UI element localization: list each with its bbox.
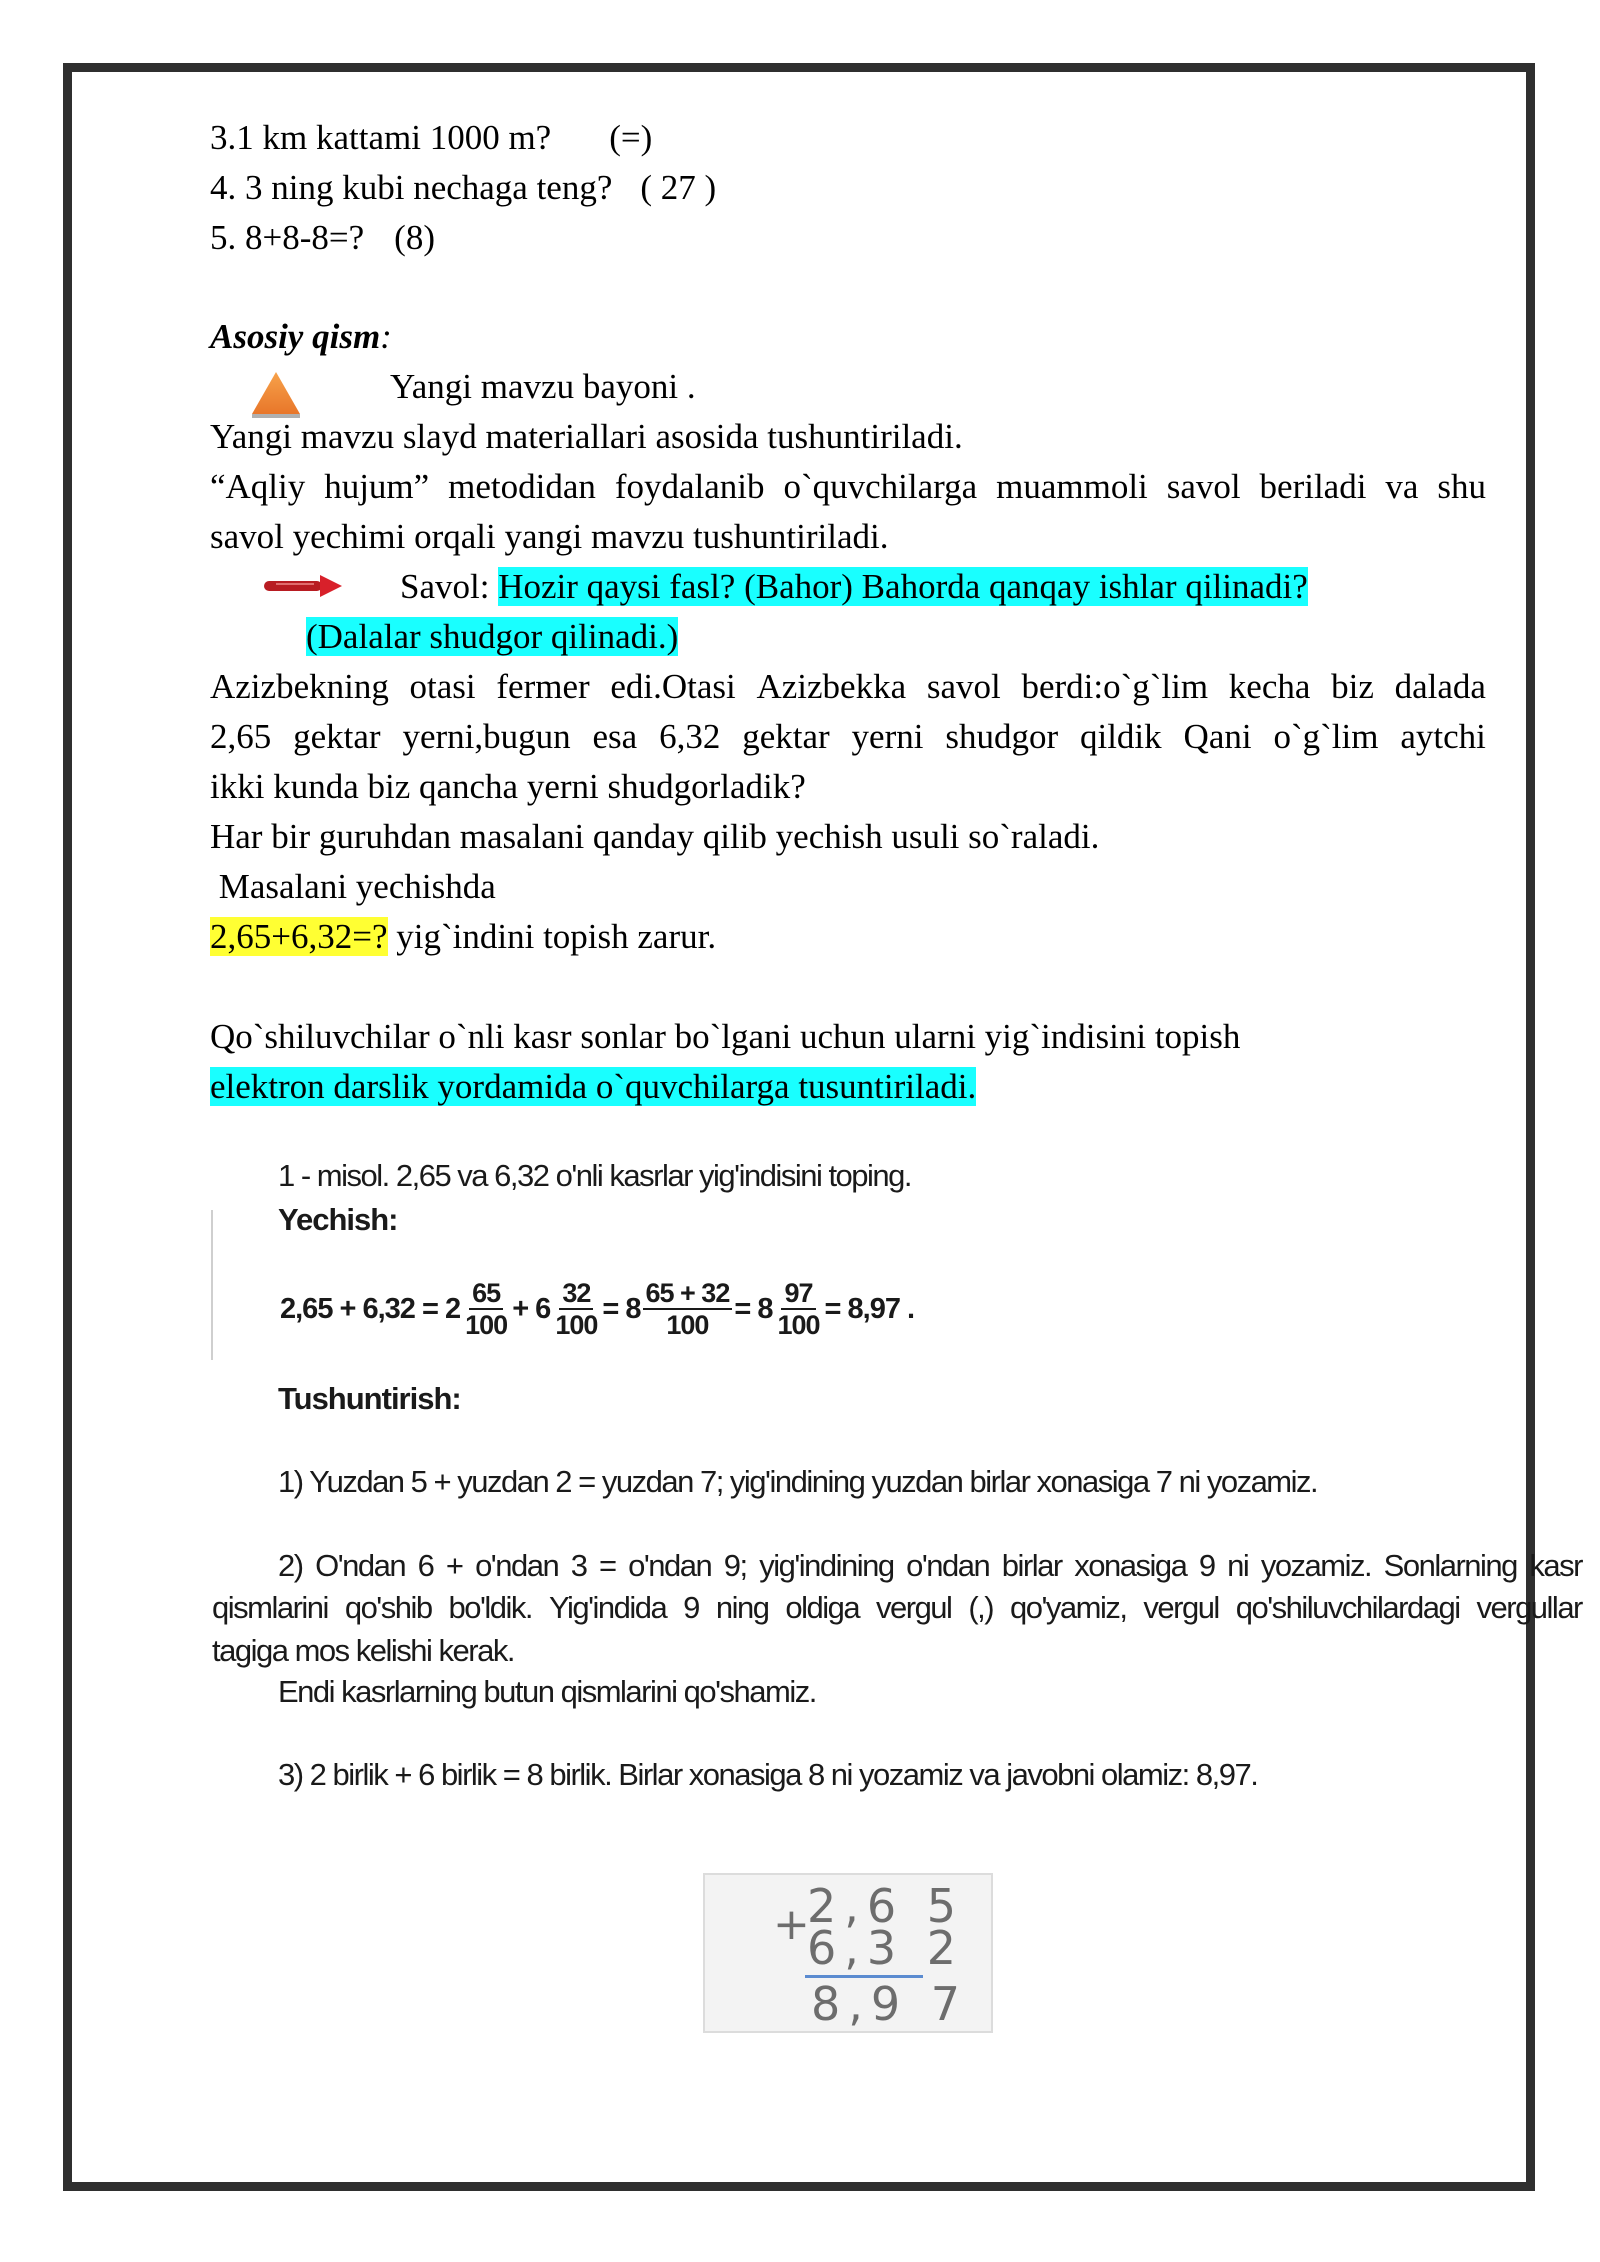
word: beriladi <box>1259 467 1367 506</box>
word: Azizbekka <box>756 667 907 706</box>
paragraph-slides: Yangi mavzu slayd materiallari asosida tushuntiriladi. <box>210 417 963 456</box>
word: hujum” <box>324 467 430 506</box>
word: Azizbekning <box>210 667 389 706</box>
word: 6 <box>417 1548 434 1583</box>
word: 2,65 <box>210 717 272 756</box>
word: o'ndan <box>906 1548 990 1583</box>
word: O'ndan <box>315 1548 406 1583</box>
story-line-3: ikki kunda biz qancha yerni shudgorladik? <box>210 767 806 806</box>
section-heading: Asosiy qism: <box>210 317 392 356</box>
groups-line: Har bir guruhdan masalani qanday qilib yechish usuli so`raladi. <box>210 817 1100 856</box>
step-2-line-1 <box>278 1548 1582 1584</box>
question-answer: (Dalalar shudgor qilinadi.) <box>306 617 679 656</box>
expression-highlight: 2,65+6,32=? <box>210 917 388 956</box>
example-title: 1 - misol. 2,65 va 6,32 o'nli kasrlar yig'indisini toping. <box>278 1158 912 1193</box>
word: edi.Otasi <box>610 667 736 706</box>
word: xonasiga <box>1074 1548 1187 1583</box>
word: kecha <box>1228 667 1311 706</box>
solution-formula: 2,65 + 6,32 = 2 $\frac{65}{100}$ + 6 $\frac{32}{100}$ = 8 $\frac{65 + 32}{100}$ = 8 $\frac{97}{100}$ = 8,97 . <box>280 1278 915 1340</box>
paragraph-brainstorm <box>210 463 1486 511</box>
word: yerni <box>851 717 924 756</box>
word: birlar <box>1001 1548 1062 1583</box>
word: qildik <box>1079 717 1162 756</box>
word: shudgor <box>945 717 1059 756</box>
expression-line: 2,65+6,32=? yig`indini topish zarur. <box>210 917 717 956</box>
step-2-line-4: Endi kasrlarning butun qismlarini qo'shamiz. <box>278 1674 816 1709</box>
word: vergul <box>1143 1590 1219 1625</box>
step-1: 1) Yuzdan 5 + yuzdan 2 = yuzdan 7; yig'indining yuzdan birlar xonasiga 7 ni yozamiz. <box>278 1464 1318 1499</box>
word: qo'yamiz, <box>1010 1590 1127 1625</box>
word: biz <box>1331 667 1374 706</box>
fraction-32-100: $\frac{32}{100}$ <box>555 1278 598 1340</box>
word: gektar <box>742 717 830 756</box>
sum-result: 8,9 7 <box>811 1977 969 2031</box>
word: foydalanib <box>614 467 765 506</box>
word: Qani <box>1183 717 1252 756</box>
solving-line: Masalani yechishda <box>210 867 496 906</box>
story-line-2 <box>210 713 1486 761</box>
word: qo'shiluvchilardagi <box>1235 1590 1460 1625</box>
word: o'ndan <box>475 1548 559 1583</box>
word: = <box>599 1548 616 1583</box>
word: savol <box>926 667 1001 706</box>
warmup-q5: 5. 8+8-8=? (8) <box>210 218 435 257</box>
warmup-q4: 4. 3 ning kubi nechaga teng? ( 27 ) <box>210 168 717 207</box>
fraction-97-100: $\frac{97}{100}$ <box>777 1278 820 1340</box>
word: Sonlarning <box>1383 1548 1517 1583</box>
word: vergul <box>876 1590 952 1625</box>
word: va <box>1385 467 1419 506</box>
word: fermer <box>496 667 590 706</box>
word: metodidan <box>448 467 596 506</box>
word: Yig'indida <box>548 1590 667 1625</box>
addends-line: Qo`shiluvchilar o`nli kasr sonlar bo`lgani uchun ularni yig`indisini topish <box>210 1017 1241 1056</box>
word: o`quvchilarga <box>783 467 978 506</box>
column-addition-image <box>703 1873 993 2033</box>
word: 9 <box>683 1590 699 1625</box>
word: shu <box>1437 467 1486 506</box>
word: qo'shib <box>344 1590 432 1625</box>
word: dalada <box>1394 667 1486 706</box>
word: “Aqliy <box>210 467 306 506</box>
step-3: 3) 2 birlik + 6 birlik = 8 birlik. Birlar xonasiga 8 ni yozamiz va javobni olamiz: 8,97. <box>278 1757 1258 1792</box>
word: gektar <box>293 717 381 756</box>
fraction-65-100: $\frac{65}{100}$ <box>465 1278 508 1340</box>
word: aytchi <box>1400 717 1486 756</box>
word: yerni,bugun <box>402 717 571 756</box>
addend-1: 2,6 5 <box>807 1879 965 1933</box>
arrow-right-icon <box>262 572 346 600</box>
word: 9 <box>1198 1548 1215 1583</box>
word: qismlarini <box>212 1590 328 1625</box>
explanation-label: Tushuntirish: <box>278 1381 461 1416</box>
word: 2) <box>278 1548 303 1583</box>
word: (,) <box>968 1590 994 1625</box>
word: otasi <box>409 667 476 706</box>
warmup-q3: 3.1 km kattami 1000 m? (=) <box>210 118 653 157</box>
word: ning <box>715 1590 769 1625</box>
word: 6,32 <box>659 717 721 756</box>
word: ni <box>1227 1548 1249 1583</box>
step-2-line-2 <box>212 1590 1582 1626</box>
word: + <box>445 1548 463 1583</box>
paragraph-brainstorm-cont: savol yechimi orqali yangi mavzu tushuntiriladi. <box>210 517 889 556</box>
word: yozamiz. <box>1260 1548 1372 1583</box>
word: bo'ldik. <box>448 1590 533 1625</box>
word: muammoli <box>996 467 1148 506</box>
word: esa <box>592 717 638 756</box>
word: o'ndan <box>628 1548 712 1583</box>
addends-highlight-line: elektron darslik yordamida o`quvchilarga tusuntiriladi. <box>210 1067 977 1106</box>
story-line-1 <box>210 663 1486 711</box>
word: 3 <box>570 1548 587 1583</box>
addend-2: 6,3 2 <box>807 1921 965 1975</box>
step-2-line-3: tagiga mos kelishi kerak. <box>212 1633 514 1668</box>
plus-sign: + <box>773 1899 818 1950</box>
solution-label: Yechish: <box>278 1202 398 1237</box>
question-line: Savol: Hozir qaysi fasl? (Bahor) Bahorda qanqay ishlar qilinadi? <box>400 567 1308 606</box>
word: o`g`lim <box>1273 717 1379 756</box>
word: vergullar <box>1476 1590 1582 1625</box>
topic-line: Yangi mavzu bayoni . <box>390 367 696 406</box>
word: oldiga <box>785 1590 860 1625</box>
scan-margin-line <box>211 1210 213 1360</box>
word: yig'indining <box>759 1548 894 1583</box>
word: 9; <box>723 1548 747 1583</box>
word: savol <box>1166 467 1241 506</box>
word: berdi:o`g`lim <box>1021 667 1209 706</box>
fraction-sum-100: $\frac{65 + 32}{100}$ <box>643 1278 733 1340</box>
word: kasr <box>1529 1548 1582 1583</box>
